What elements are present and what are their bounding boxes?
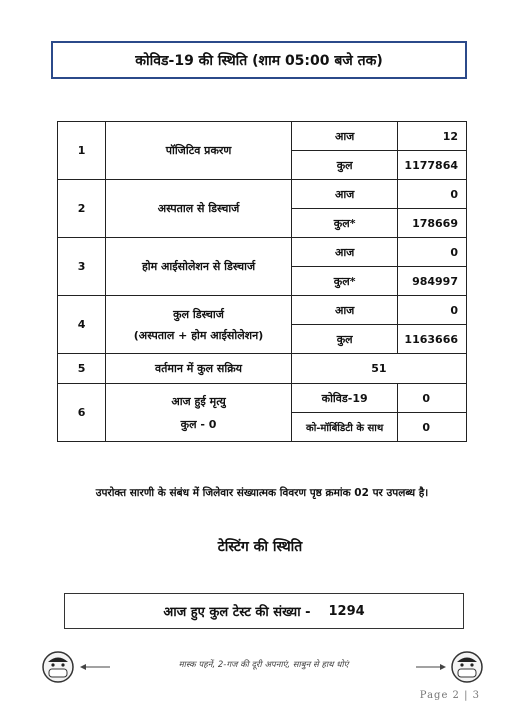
today-value: 0 bbox=[398, 238, 467, 267]
total-label: कुल* bbox=[291, 267, 398, 296]
testing-label: आज हुए कुल टेस्ट की संख्या - bbox=[163, 605, 311, 620]
table-note: उपरोक्त सारणी के संबंध में जिलेवार संख्यात्मक विवरण पृष्ठ क्रमांक 02 पर उपलब्ध है। bbox=[95, 487, 429, 499]
row-label-line2: (अस्पताल + होम आईसोलेशन) bbox=[133, 328, 264, 342]
masked-face-icon bbox=[449, 650, 485, 684]
row-label bbox=[106, 296, 292, 354]
table-row bbox=[58, 238, 467, 267]
row-label-line1: कुल डिस्चार्ज bbox=[173, 307, 224, 321]
table-row bbox=[58, 296, 467, 325]
page-title: कोविड-19 की स्थिति (शाम 05:00 बजे तक) bbox=[51, 41, 467, 79]
active-value: 51 bbox=[291, 354, 466, 384]
table-row bbox=[58, 384, 467, 413]
arrow-right-icon bbox=[416, 664, 446, 670]
row-number: 6 bbox=[58, 384, 106, 442]
today-value: 0 bbox=[398, 180, 467, 209]
covid-status-table bbox=[57, 121, 467, 442]
comorbidity-death-value: 0 bbox=[398, 413, 467, 442]
covid-death-value: 0 bbox=[398, 384, 467, 413]
today-label: आज bbox=[291, 238, 398, 267]
row-number: 4 bbox=[58, 296, 106, 354]
total-value: 984997 bbox=[398, 267, 467, 296]
covid-death-label: कोविड-19 bbox=[291, 384, 398, 413]
footer-slogan: मास्क पहनें, 2-गज की दूरी अपनाएं, साबुन से हाथ धोएं bbox=[178, 660, 349, 670]
row-label: पॉजिटिव प्रकरण bbox=[106, 122, 292, 180]
total-label: कुल bbox=[291, 151, 398, 180]
row-label: वर्तमान में कुल सक्रिय bbox=[106, 354, 292, 384]
row-label: अस्पताल से डिस्चार्ज bbox=[106, 180, 292, 238]
row-label-line2: कुल - 0 bbox=[180, 417, 217, 431]
today-label: आज bbox=[291, 122, 398, 151]
row-number: 2 bbox=[58, 180, 106, 238]
table-row bbox=[58, 354, 467, 384]
testing-value: 1294 bbox=[328, 603, 365, 619]
row-number: 3 bbox=[58, 238, 106, 296]
today-label: आज bbox=[291, 180, 398, 209]
table-row bbox=[58, 180, 467, 209]
comorbidity-death-label: को-मॉर्बिडिटी के साथ bbox=[291, 413, 398, 442]
row-number: 5 bbox=[58, 354, 106, 384]
row-number: 1 bbox=[58, 122, 106, 180]
total-value: 178669 bbox=[398, 209, 467, 238]
total-value: 1163666 bbox=[398, 325, 467, 354]
today-value: 12 bbox=[398, 122, 467, 151]
testing-box bbox=[64, 593, 464, 629]
testing-heading: टेस्टिंग की स्थिति bbox=[217, 539, 303, 555]
row-label-line1: आज हुई मृत्यु bbox=[171, 394, 226, 408]
total-label: कुल bbox=[291, 325, 398, 354]
today-label: आज bbox=[291, 296, 398, 325]
footer-banner bbox=[40, 650, 485, 680]
row-label: होम आईसोलेशन से डिस्चार्ज bbox=[106, 238, 292, 296]
masked-face-icon bbox=[40, 650, 76, 684]
table-row bbox=[58, 122, 467, 151]
row-label bbox=[106, 384, 292, 442]
page-number: Page 2 | 3 bbox=[419, 690, 480, 701]
total-label: कुल* bbox=[291, 209, 398, 238]
today-value: 0 bbox=[398, 296, 467, 325]
total-value: 1177864 bbox=[398, 151, 467, 180]
